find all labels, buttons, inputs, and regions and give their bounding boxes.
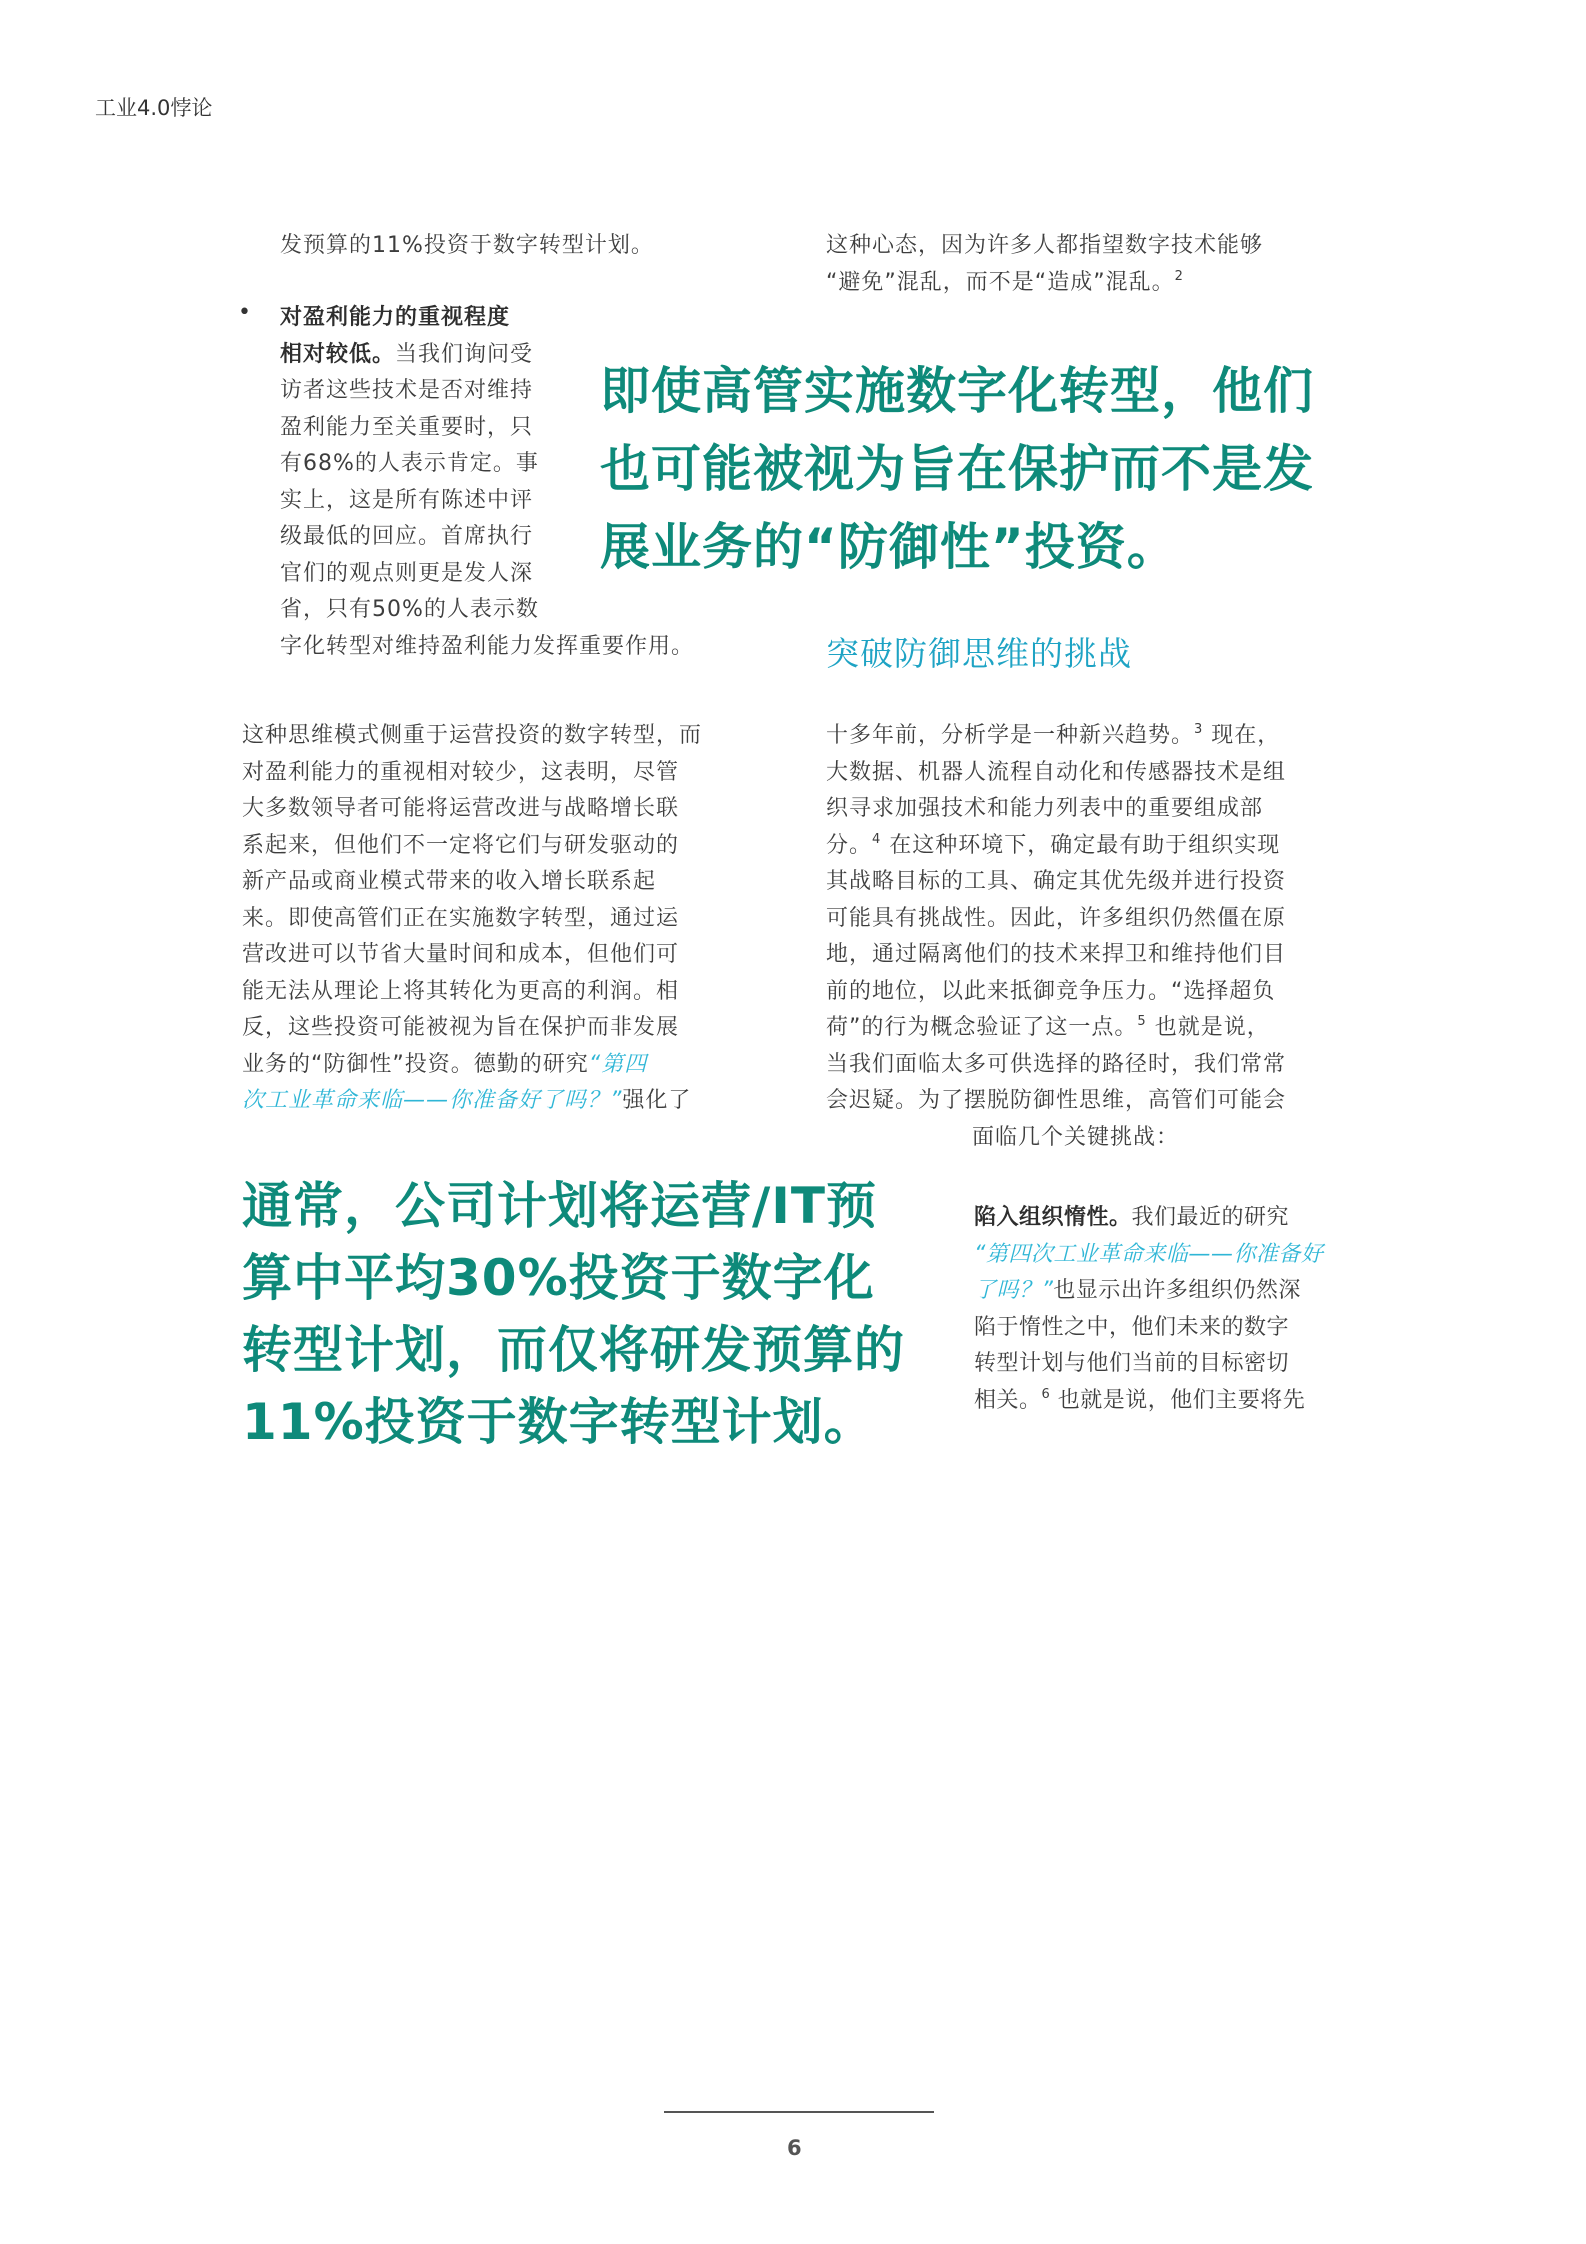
- paragraph-line: 面临几个关键挑战：: [972, 1124, 1180, 1150]
- bullet-line: 字化转型对维持盈利能力发挥重要作用。: [280, 633, 695, 659]
- paragraph-line: 大多数领导者可能将运营改进与战略增长联: [242, 796, 680, 821]
- right-top-lines: [826, 228, 1366, 301]
- inertia-line: 转型计划与他们当前的目标密切: [974, 1351, 1290, 1376]
- footnote-ref: 2: [1174, 268, 1184, 284]
- paragraph-line: 营改进可以节省大量时间和成本，但他们可: [242, 942, 680, 967]
- inertia-line-text: 我们最近的研究: [1131, 1205, 1290, 1230]
- paragraph-line: 前的地位，以此来抵御竞争压力。“选择超负: [826, 978, 1276, 1004]
- paragraph-line: 系起来，但他们不一定将它们与研发驱动的: [242, 832, 680, 858]
- bullet-line: [280, 337, 580, 374]
- inertia-line: [974, 1200, 1374, 1237]
- left-paragraph: [242, 718, 782, 1120]
- pull-quote-2-line: 转型计划，而仅将研发预算的: [242, 1321, 905, 1379]
- bullet-line: 官们的观点则更是发人深: [280, 560, 534, 586]
- inertia-line: [974, 1383, 1374, 1420]
- bullet-line: 盈利能力至关重要时，只: [280, 414, 534, 440]
- page-number: 6: [787, 2136, 802, 2160]
- study-link-part-2[interactable]: 次工业革命来临——你准备好了吗？”: [242, 1088, 623, 1113]
- right-top-line-2-text: “避免”混乱，而不是“造成”混乱。: [826, 269, 1175, 295]
- right-paragraph: [826, 718, 1366, 1156]
- inertia-line: [974, 1237, 1374, 1274]
- inertia-block: [974, 1200, 1374, 1419]
- right-top-line-2: [826, 265, 1366, 302]
- paragraph-line: [242, 1047, 782, 1084]
- study-link-2-part-1[interactable]: “第四次工业革命来临——你准备好: [974, 1241, 1324, 1267]
- bullet-line: 省，只有50%的人表示数: [280, 597, 539, 622]
- bullet-block: [280, 300, 695, 665]
- paragraph-line: 当我们面临太多可供选择的路径时，我们常常: [826, 1051, 1287, 1077]
- pull-quote-1: [600, 352, 1380, 586]
- pull-quote-1-line: 也可能被视为旨在保护而不是发: [600, 440, 1314, 498]
- paragraph-line: [242, 1083, 782, 1120]
- paragraph-line-text: 分。: [826, 832, 873, 858]
- footer-divider: [664, 2111, 934, 2113]
- bullet-icon: •: [238, 300, 251, 325]
- paragraph-line: 对盈利能力的重视相对较少，这表明，尽管: [242, 759, 680, 785]
- inertia-line-text: 相关。: [974, 1387, 1042, 1413]
- inertia-line: 陷于惰性之中，他们未来的数字: [974, 1314, 1290, 1340]
- study-link-part-1[interactable]: “第四: [588, 1051, 648, 1077]
- paragraph-line-text: 也就是说，: [1154, 1015, 1270, 1040]
- pull-quote-2-line: 通常，公司计划将运营/IT预: [242, 1177, 877, 1235]
- paragraph-line: 织寻求加强技术和能力列表中的重要组成部: [826, 796, 1264, 821]
- pull-quote-2-line: 11%投资于数字转型计划。: [242, 1393, 875, 1451]
- footnote-ref: 3: [1194, 722, 1204, 737]
- paragraph-line: 地，通过隔离他们的技术来捍卫和维持他们目: [826, 942, 1287, 967]
- paragraph-line-text: 业务的“防御性”投资。德勤的研究: [242, 1051, 589, 1077]
- study-link-2-part-2[interactable]: 了吗？”: [974, 1278, 1054, 1303]
- paragraph-line-text: 强化了: [622, 1088, 692, 1113]
- running-header: 工业4.0悖论: [95, 96, 213, 120]
- pull-quote-2: [242, 1170, 962, 1458]
- footnote-ref: 6: [1041, 1386, 1051, 1402]
- right-top-line-1: 这种心态，因为许多人都指望数字技术能够: [826, 233, 1264, 258]
- paragraph-line: 新产品或商业模式带来的收入增长联系起: [242, 869, 657, 894]
- inertia-line: [974, 1273, 1374, 1310]
- paragraph-line: 反，这些投资可能被视为旨在保护而非发展: [242, 1015, 680, 1040]
- paragraph-line: 会迟疑。为了摆脱防御性思维，高管们可能会: [826, 1088, 1287, 1113]
- inertia-bold: 陷入组织惰性。: [974, 1205, 1132, 1230]
- paragraph-line: 这种思维模式侧重于运营投资的数字转型，而: [242, 723, 703, 748]
- pull-quote-1-line: 展业务的“防御性”投资。: [600, 518, 1178, 576]
- paragraph-line: [826, 718, 1366, 755]
- inertia-line-text: 也就是说，他们主要将先: [1057, 1387, 1306, 1413]
- paragraph-line: 能无法从理论上将其转化为更高的利润。相: [242, 978, 680, 1004]
- paragraph-line: [826, 1010, 1366, 1047]
- paragraph-line: 大数据、机器人流程自动化和传感器技术是组: [826, 759, 1287, 785]
- paragraph-line-text: 荷”的行为概念验证了这一点。: [826, 1015, 1138, 1040]
- paragraph-line: 其战略目标的工具、确定其优先级并进行投资: [826, 869, 1287, 894]
- paragraph-line-text: 十多年前，分析学是一种新兴趋势。: [826, 723, 1195, 748]
- pull-quote-1-line: 即使高管实施数字化转型，他们: [600, 362, 1314, 420]
- bullet-bold-line-2: 相对较低。: [280, 341, 396, 367]
- inertia-line-text: 也显示出许多组织仍然深: [1053, 1278, 1301, 1303]
- pull-quote-2-line: 算中平均30%投资于数字化: [242, 1249, 875, 1307]
- section-heading: 突破防御思维的挑战: [826, 634, 1132, 673]
- paragraph-line-text: 在这种环境下，确定最有助于组织实现: [889, 832, 1281, 858]
- left-top-line: 发预算的11%投资于数字转型计划。: [280, 233, 654, 258]
- bullet-line: 实上，这是所有陈述中评: [280, 487, 534, 513]
- bullet-line: 级最低的回应。首席执行: [280, 524, 534, 549]
- paragraph-line-text: 现在，: [1211, 723, 1281, 748]
- paragraph-line: 可能具有挑战性。因此，许多组织仍然僵在原: [826, 905, 1287, 931]
- paragraph-line: [826, 828, 1366, 865]
- bullet-bold-line-1: 对盈利能力的重视程度: [280, 305, 511, 330]
- footnote-ref: 5: [1137, 1014, 1147, 1029]
- footnote-ref: 4: [872, 831, 882, 847]
- bullet-line-2-rest: 当我们询问受: [395, 341, 534, 367]
- bullet-line: 访者这些技术是否对维持: [280, 378, 534, 403]
- paragraph-line: 来。即使高管们正在实施数字转型，通过运: [242, 905, 680, 931]
- bullet-line: 有68%的人表示肯定。事: [280, 451, 539, 476]
- bullet-line: [280, 300, 580, 337]
